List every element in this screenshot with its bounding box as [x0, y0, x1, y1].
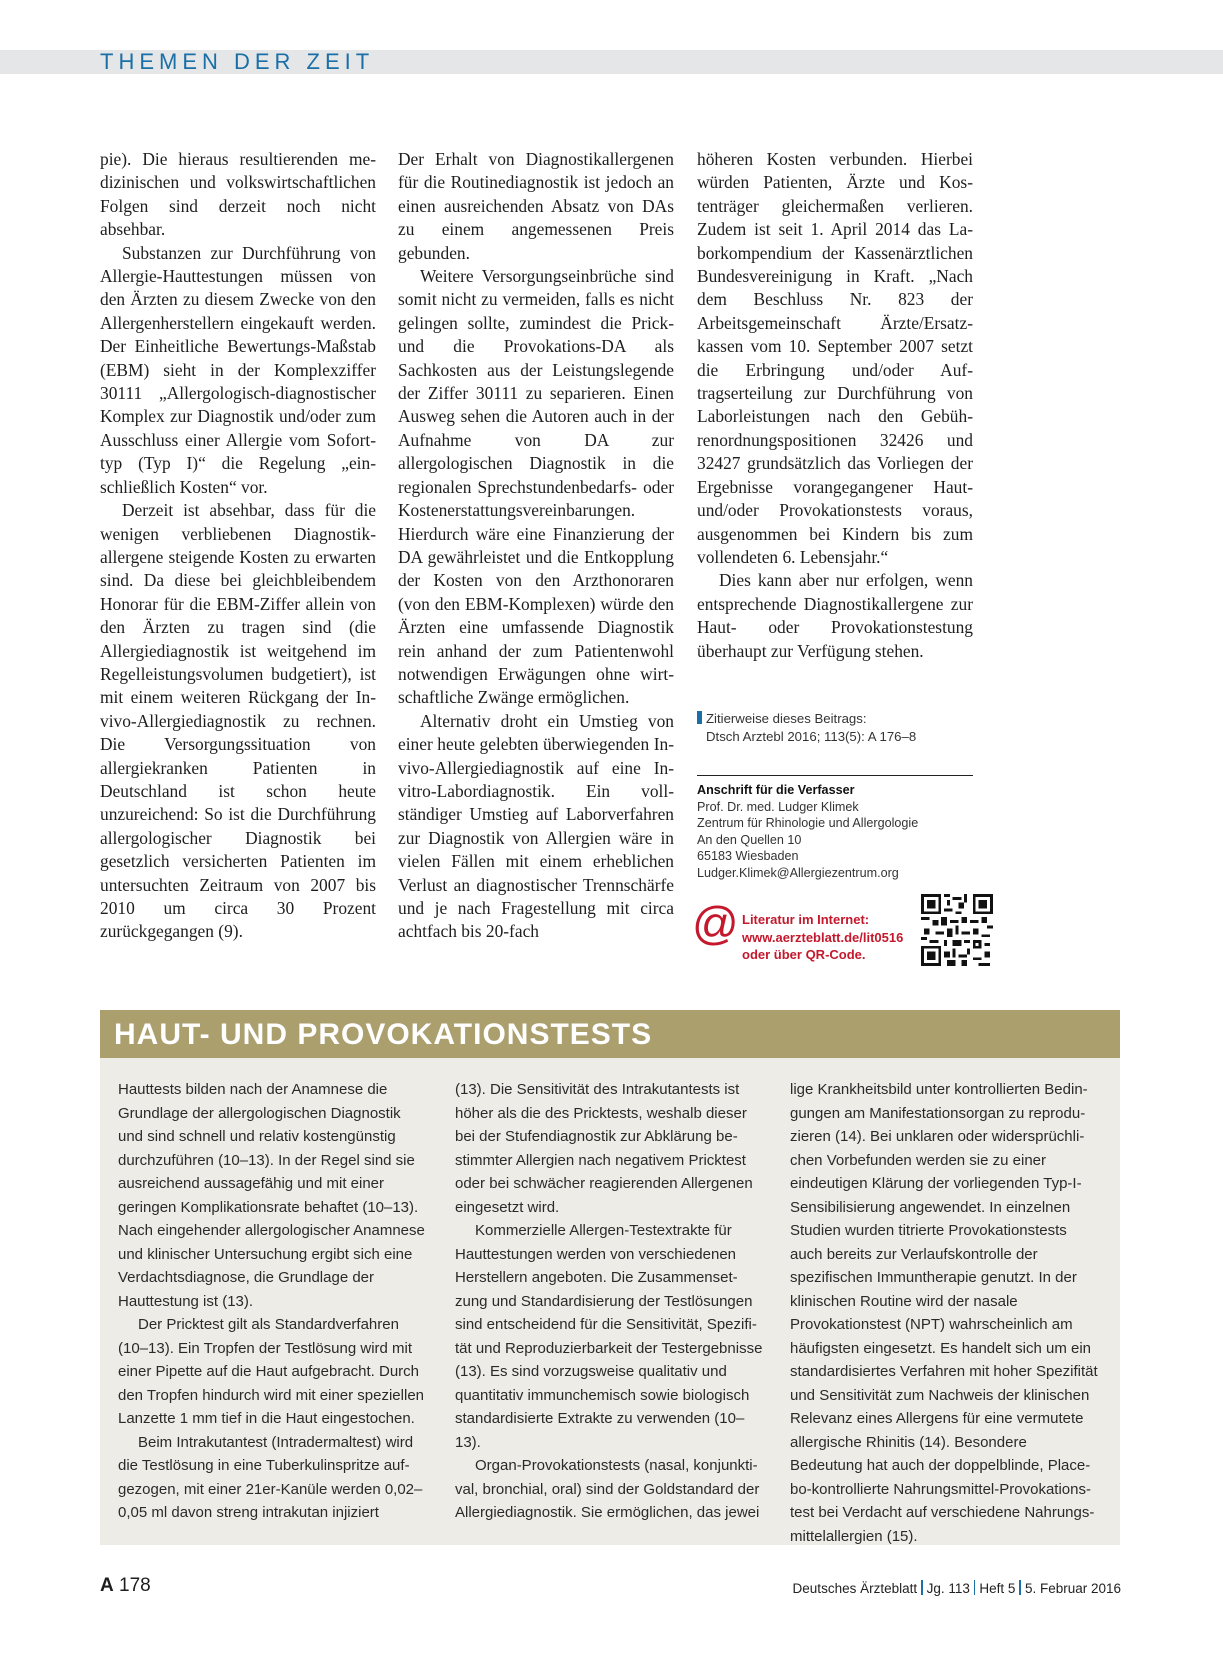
- paragraph: Substanzen zur Durchführung von Allergie-Hauttestungen müssen von den Ärzten zu diesem Zwecke von den Allergenherstellern eingekauft werden. Der Einheitliche Bewertungs-Maßstab (EBM) sieht in der Komplexziffer 30111 „Allergologisch-diagnostischer Komplex zur Diagnostik und/oder zum Ausschluss einer Allergie vom Soforttyp (Typ I)“ die Regelung „einschließlich Kosten“ vor.: [100, 242, 376, 497]
- separator: [921, 1580, 923, 1595]
- journal-volume: Jg. 113: [926, 1581, 970, 1596]
- qr-code-icon[interactable]: [921, 894, 993, 966]
- paragraph: Hauttests bilden nach der Anamnese die Grundlage der allergologischen Diagnostik und sind schnell und relativ kostengünstig durchzuführen (10–13). In der Regel sind sie ausreichend aussagefähig und mit einer geringen Komplikationsrate behaftet (10–13). Nach eingehender allergologischer Anamnese und klinischer Untersuchung ergibt sich eine Verdachtsdiagnose, die Grundlage der Hauttestung ist (13).: [118, 1081, 425, 1310]
- at-sign-icon: @: [692, 897, 739, 949]
- journal-date: 5. Februar 2016: [1024, 1581, 1121, 1596]
- journal-name: Deutsches Ärzteblatt: [792, 1581, 918, 1596]
- info-box-header: [100, 1010, 1120, 1058]
- literature-link-block: [742, 911, 932, 964]
- info-box-column-2: [455, 1078, 765, 1525]
- paragraph: Beim Intrakutantest (Intradermaltest) wird die Testlösung in eine Tuberkulinspritze aufgezogen, mit einer 21er-Kanüle werden 0,02–0,05 ml davon streng intrakutan injiziert: [118, 1433, 423, 1521]
- literature-url[interactable]: www.aerzteblatt.de/lit0516: [742, 929, 904, 945]
- citation-block: [697, 710, 977, 745]
- author-institution: Zentrum für Rhinologie und Allergologie: [697, 816, 919, 831]
- author-address: [697, 782, 977, 882]
- article-column-2: [398, 148, 674, 944]
- literature-label: Literatur im Internet:: [742, 912, 870, 927]
- paragraph: pie). Die hieraus resultierenden medizinischen und volkswirtschaftlichen Folgen sind derzeit noch nicht absehbar.: [100, 149, 376, 240]
- paragraph: Alternativ droht ein Umstieg von einer heute gelebten überwiegenden In-vivo-Allergiediagnostik auf eine In-vitro-Labordiagnostik. Ein vollständiger Umstieg auf Laborverfahren zur Diagnostik von Allergien wäre in vielen Fällen mit einem erheblichen Verlust an diagnostischer Trennschärfe und je nach Fragestellung mit circa achtfach bis 20-fach: [398, 710, 674, 942]
- section-label: THEMEN DER ZEIT: [100, 49, 375, 74]
- paragraph: Der Pricktest gilt als Standardverfahren (10–13). Ein Tropfen der Testlösung wird mit einer Pipette auf die Haut aufgebracht. Durch den Tropfen hindurch wird mit einer speziellen Lanzette 1 mm tief in die Haut eingestochen.: [118, 1316, 424, 1427]
- paragraph: Derzeit ist absehbar, dass für die wenigen verbliebenen Diagnostikallergene steigende Kosten zu erwarten sind. Da diese bei gleichbleibendem Honorar für die EBM-Ziffer allein von den Ärzten zu tragen sind (die Allergiediagnostik ist weitgehend im Regelleistungsvolumen budgetiert), ist mit einem weiteren Rückgang der In-vivo-Allergiediagnostik zu rechnen. Die Versorgungssituation von allergiekranken Patienten in Deutschland ist schon heute unzureichend: So ist die Durchführung allergologischer Diagnostik bei gesetzlich versicherten Patienten im untersuchten Zeitraum von 2007 bis 2010 um circa 30 Prozent zurückgegangen (9).: [100, 500, 376, 942]
- author-city: 65183 Wiesbaden: [697, 849, 799, 864]
- citation-label: Zitierweise dieses Beitrags:: [706, 711, 867, 726]
- paragraph: Weitere Versorgungseinbrüche sind somit nicht zu vermeiden, falls es nicht gelingen sollte, zumindest die Prick- und die Provokations-DA als Sachkosten aus der Leistungslegende der Ziffer 30111 zu separieren. Einen Ausweg sehen die Autoren auch in der Aufnahme von DA zur allergologischen Diagnostik in die regionalen Sprechstundenbedarfs- oder Kostenerstattungsvereinbarungen. Hierdurch wäre eine Finanzierung der DA gewährleistet und die Entkopplung der Kosten von den Arzthonoraren (von den EBM-Komplexen) würde den Ärzten eine umfassende Diagnostik rein anhand der zum Patientenwohl notwendigen Erwägungen ohne wirtschaftliche Zwänge ermöglichen.: [398, 266, 674, 708]
- paragraph: Dies kann aber nur erfolgen, wenn entsprechende Diagnostikallergene zur Haut- oder Provokationstestung überhaupt zur Verfügung stehen.: [697, 570, 973, 661]
- author-street: An den Quellen 10: [697, 832, 802, 847]
- address-heading: Anschrift für die Verfasser: [697, 783, 855, 797]
- info-box-title: HAUT- UND PROVOKATIONSTESTS: [114, 1018, 653, 1051]
- paragraph: (13). Die Sensitivität des Intrakutantests ist höher als die des Pricktests, weshalb dieser bei der Stufendiagnostik zur Abklärung bestimmter Allergien nach negativem Pricktest oder bei schwächer reagierenden Allergenen eingesetzt wird.: [455, 1081, 753, 1216]
- separator: [974, 1580, 976, 1595]
- info-box: [100, 1010, 1120, 1545]
- divider: [697, 775, 973, 776]
- paragraph: Kommerzielle Allergen-Testextrakte für Hauttestungen werden von verschiedenen Herstellern angeboten. Die Zusammensetzung und Standardisierung der Testlösungen sind entscheidend für die Sensitivität, Spezifität und Reproduzierbarkeit der Testergebnisse (13). Es sind vorzugsweise qualitativ und quantitativ immunchemisch sowie biologisch standardisierte Extrakte zu verwenden (10–13).: [455, 1222, 763, 1451]
- journal-issue: Heft 5: [979, 1581, 1016, 1596]
- literature-qr-hint: oder über QR-Code.: [742, 947, 866, 962]
- page-prefix: A: [100, 1575, 114, 1596]
- info-box-column-3: [790, 1078, 1100, 1548]
- page-number: [100, 1575, 151, 1597]
- paragraph: Der Erhalt von Diagnostikallergenen für die Routinediagnostik ist jedoch an einen ausreichenden Absatz von DAs zu einem angemessenen Preis gebunden.: [398, 149, 674, 263]
- paragraph: höheren Kosten verbunden. Hierbei würden Patienten, Ärzte und Kostenträger gleichermaßen verlieren. Zudem ist seit 1. April 2014 das Laborkompendium der Kassenärztlichen Bundesvereinigung in Kraft. „Nach dem Beschluss Nr. 823 der Arbeitsgemeinschaft Ärzte/Ersatzkassen vom 10. September 2007 setzt die Erbringung und/oder Auftragserteilung zur Durchführung von Laborleistungen nach den Gebührenordnungspositionen 32426 und 32427 grundsätzlich das Vorliegen der Ergebnisse vorangegangener Haut- und/oder Provokationstests voraus, ausgenommen bei Kindern bis zum vollendeten 6. Lebensjahr.“: [697, 149, 973, 567]
- author-name: Prof. Dr. med. Ludger Klimek: [697, 799, 859, 814]
- paragraph: lige Krankheitsbild unter kontrollierten Bedingungen am Manifestationsorgan zu reproduzieren (14). Bei unklaren oder widersprüchlichen Vorbefunden werden sie zu einer eindeutigen Klärung der vorliegenden Typ-I-Sensibilisierung angewendet. In einzelnen Studien wurden titrierte Provokationstests auch bereits zur Verlaufskontrolle der spezifischen Immuntherapie genutzt. In der klinischen Routine wird der nasale Provokationstest (NPT) wahrscheinlich am häufigsten eingesetzt. Es handelt sich um ein standardisiertes Verfahren mit hoher Spezifität und Sensitivität zum Nachweis der klinischen Relevanz eines Allergens für eine vermutete allergische Rhinitis (14). Besondere Bedeutung hat auch der doppelblinde, Placebo-kontrollierte Nahrungsmittel-Provokationstest bei Verdacht auf verschiedene Nahrungsmittelallergien (15).: [790, 1081, 1098, 1545]
- paragraph: Organ-Provokationstests (nasal, konjunktival, bronchial, oral) sind der Goldstandard der Allergiediagnostik. Sie ermöglichen, das jewei: [455, 1457, 760, 1521]
- info-box-column-1: [118, 1078, 428, 1525]
- citation-reference: Dtsch Arztebl 2016; 113(5): A 176–8: [706, 728, 917, 744]
- separator: [1019, 1580, 1021, 1595]
- author-email[interactable]: Ludger.Klimek@Allergiezentrum.org: [697, 865, 899, 880]
- page-number-value: 178: [119, 1575, 151, 1596]
- citation-marker-icon: [697, 711, 702, 724]
- article-column-3: [697, 148, 973, 663]
- journal-info: [793, 1580, 1121, 1596]
- article-column-1: [100, 148, 376, 944]
